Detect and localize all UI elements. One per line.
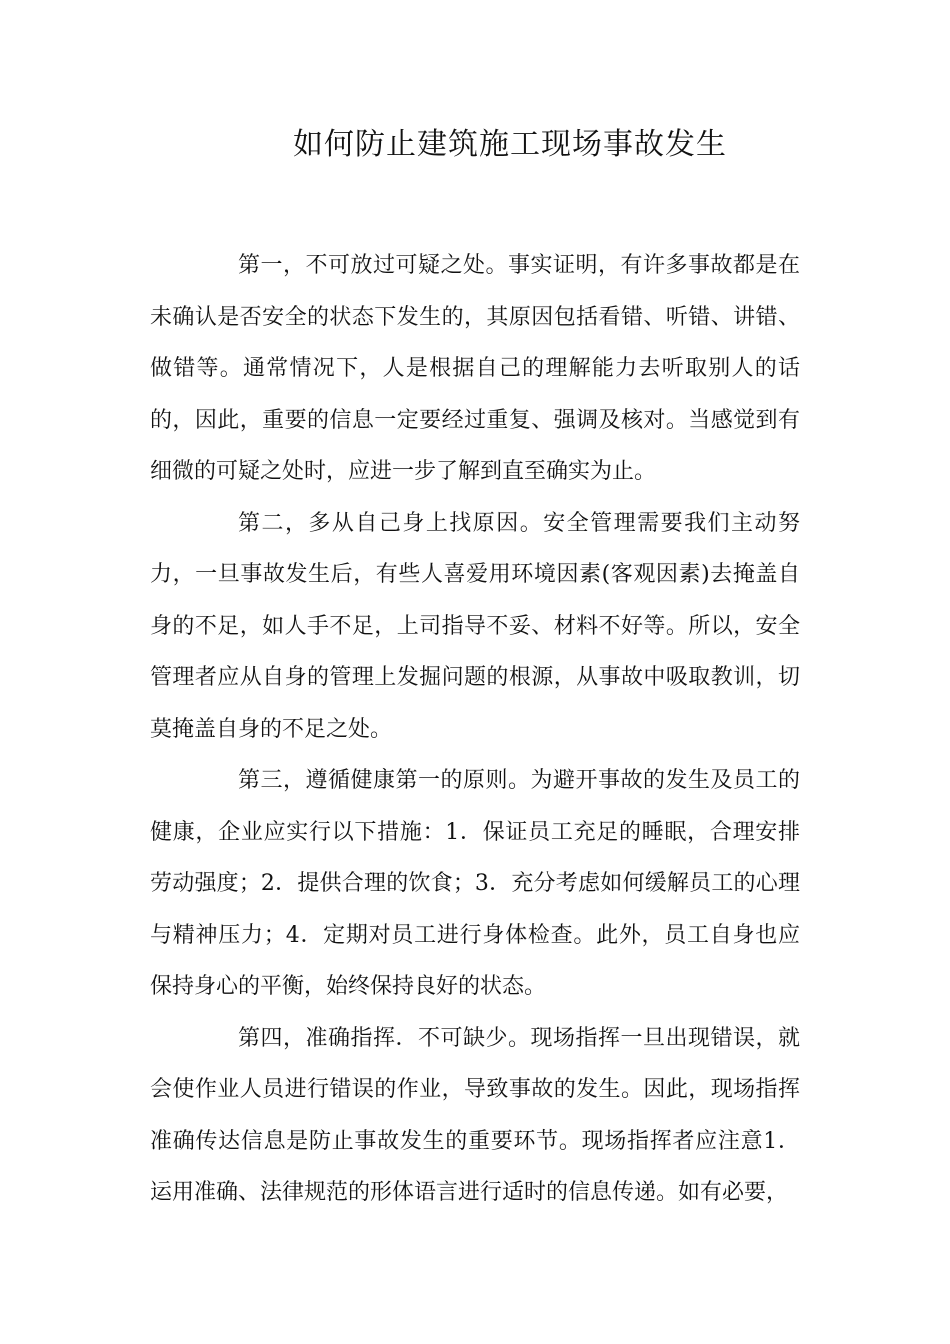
paragraph-4: 第四，准确指挥．不可缺少。现场指挥一旦出现错误，就会使作业人员进行错误的作业，导致事故的发生。因此，现场指挥准确传达信息是防止事故发生的重要环节。现场指挥者应注意1．运用准确、法律规范的形体语言进行适时的信息传递。如有必要， xyxy=(150,1025,800,1205)
document-body xyxy=(150,240,800,1219)
paragraph-2: 第二，多从自己身上找原因。安全管理需要我们主动努力，一旦事故发生后，有些人喜爱用环境因素(客观因素)去掩盖自身的不足，如人手不足，上司指导不妥、材料不好等。所以，安全管理者应从自身的管理上发掘问题的根源，从事故中吸取教训，切莫掩盖自身的不足之处。 xyxy=(150,510,800,742)
paragraph-1: 第一，不可放过可疑之处。事实证明，有许多事故都是在未确认是否安全的状态下发生的，其原因包括看错、听错、讲错、做错等。通常情况下，人是根据自己的理解能力去听取别人的话的，因此，重要的信息一定要经过重复、强调及核对。当感觉到有细微的可疑之处时，应进一步了解到直至确实为止。 xyxy=(150,253,800,484)
paragraph-3: 第三，遵循健康第一的原则。为避开事故的发生及员工的健康，企业应实行以下措施：1．保证员工充足的睡眠，合理安排劳动强度；2．提供合理的饮食；3．充分考虑如何缓解员工的心理与精神压力；4．定期对员工进行身体检查。此外，员工自身也应保持身心的平衡，始终保持良好的状态。 xyxy=(150,768,800,999)
document-title: 如何防止建筑施工现场事故发生 xyxy=(293,127,727,162)
